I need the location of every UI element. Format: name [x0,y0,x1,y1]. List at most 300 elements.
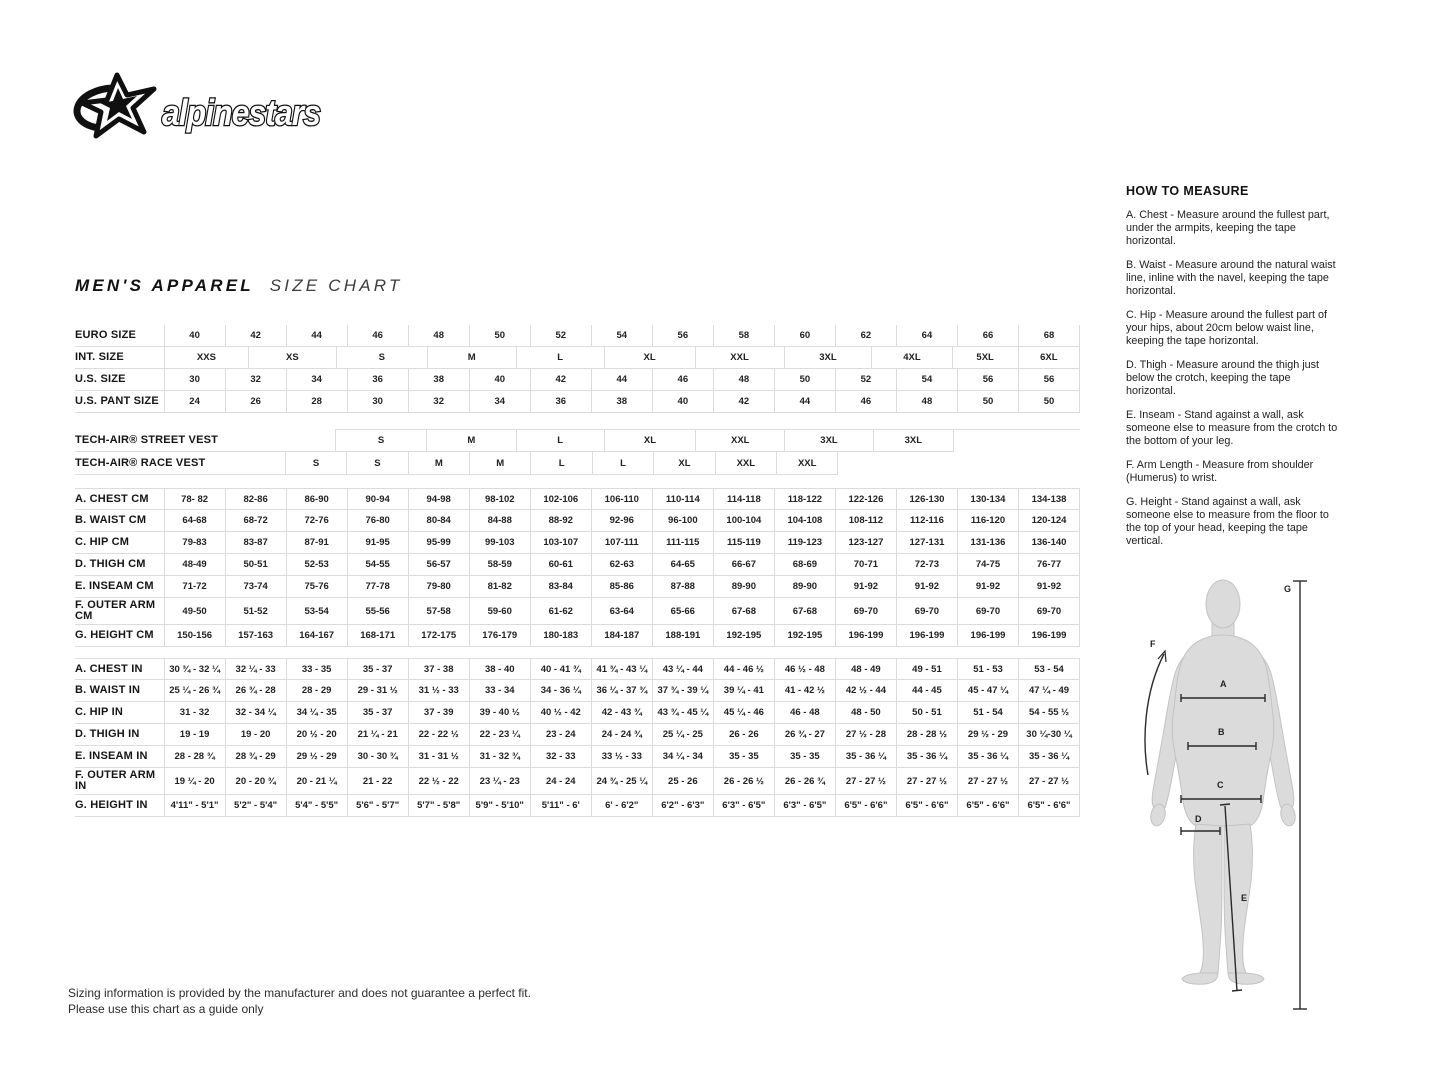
size-cell: 96-100 [652,510,713,532]
size-cell: 92-96 [591,510,652,532]
size-cell: 50-51 [225,554,286,576]
size-cell: 4'11" - 5'1" [164,795,225,817]
size-cell: S [285,452,346,475]
size-cell: 57-58 [408,598,469,625]
size-cell: 19 - 19 [164,724,225,746]
size-cell: 44 [774,391,835,413]
size-cell: 26 - 26 [713,724,774,746]
size-cell: 54 [591,325,652,347]
size-cell: 134-138 [1018,488,1080,510]
size-cell: 32 [225,369,286,391]
size-cell: 47 ¼ - 49 [1018,680,1080,702]
size-cell: 6'2" - 6'3" [652,795,713,817]
size-cell: XL [653,452,714,475]
size-cell: 94-98 [408,488,469,510]
row-label: B. WAIST CM [75,510,164,532]
size-cell: 39 - 40 ½ [469,702,530,724]
table-row-race [75,452,1080,475]
how-to-measure-panel [1126,184,1338,548]
table-row-thigh-cm [75,554,1080,576]
size-cell: 48 - 49 [835,658,896,680]
size-cell: 66 [957,325,1018,347]
size-cell: 26 [225,391,286,413]
table-row-thigh-in [75,724,1080,746]
size-cell: 31 - 31 ½ [408,746,469,768]
size-cell: 40 [469,369,530,391]
footer-line-1: Sizing information is provided by the manufacturer and does not guarantee a perfect fit. [68,986,531,1000]
size-cell: 67-68 [713,598,774,625]
size-cell: 24 ¾ - 25 ¼ [591,768,652,795]
size-cell: 33 ½ - 33 [591,746,652,768]
size-cell: 28 - 28 ½ [896,724,957,746]
size-cell: 77-78 [347,576,408,598]
row-label: G. HEIGHT CM [75,625,164,647]
diagram-label-height: G [1284,584,1292,594]
size-cell: XXL [695,347,784,369]
size-cell: 50 - 51 [896,702,957,724]
size-cell: 35 - 35 [774,746,835,768]
size-cell: 35 - 35 [713,746,774,768]
size-cell: 30 ¾ - 32 ¼ [164,658,225,680]
size-cell: L [516,347,604,369]
size-cell: 5'11" - 6' [530,795,591,817]
size-cell: 69-70 [896,598,957,625]
size-cell: 65-66 [652,598,713,625]
size-cell: 111-115 [652,532,713,554]
size-cell: 100-104 [713,510,774,532]
size-cell: 6XL [1018,347,1080,369]
size-cell: 172-175 [408,625,469,647]
size-cell: 59-60 [469,598,530,625]
size-cell: 81-82 [469,576,530,598]
size-cell: 6' - 6'2" [591,795,652,817]
size-cell: 27 - 27 ½ [1018,768,1080,795]
size-cell: 107-111 [591,532,652,554]
size-cell: 91-92 [957,576,1018,598]
size-cell: 68-69 [774,554,835,576]
size-cell: 6'3" - 6'5" [713,795,774,817]
size-cell: 30 [347,391,408,413]
size-cell: XL [604,429,695,452]
row-label: U.S. SIZE [75,369,164,391]
size-cell: 164-167 [286,625,347,647]
size-cell: 112-116 [896,510,957,532]
page-title-primary: MEN'S APPAREL [75,276,254,295]
size-cell: 40 - 41 ¾ [530,658,591,680]
size-cell: 26 ¾ - 27 [774,724,835,746]
size-cell: 54 [896,369,957,391]
size-cell: 36 ¼ - 37 ¾ [591,680,652,702]
measure-instruction-arm: F. Arm Length - Measure from shoulder (Humerus) to wrist. [1126,459,1314,484]
size-cell: 22 - 22 ½ [408,724,469,746]
size-cell: 64-68 [164,510,225,532]
row-label: INT. SIZE [75,347,164,369]
size-cell: 5'9" - 5'10" [469,795,530,817]
diagram-label-inseam: E [1241,893,1248,903]
diagram-label-chest: A [1220,679,1227,689]
size-cell: 37 - 38 [408,658,469,680]
size-cell: 37 - 39 [408,702,469,724]
size-cell: 34 [469,391,530,413]
size-cell: 26 ¾ - 28 [225,680,286,702]
size-cell: 157-163 [225,625,286,647]
row-label: U.S. PANT SIZE [75,391,164,413]
size-cell: 102-106 [530,488,591,510]
size-cell: 126-130 [896,488,957,510]
size-cell: 24 - 24 [530,768,591,795]
size-cell: 31 - 32 [164,702,225,724]
size-cell: 53 - 54 [1018,658,1080,680]
size-cell: S [336,347,427,369]
size-cell: 69-70 [835,598,896,625]
size-cell: 61-62 [530,598,591,625]
size-cell: 196-199 [1018,625,1080,647]
size-cell: 78- 82 [164,488,225,510]
size-cell: 44 [591,369,652,391]
size-cell: 85-86 [591,576,652,598]
size-cell: 19 ¼ - 20 [164,768,225,795]
size-cell: 62 [835,325,896,347]
row-label: TECH-AIR® STREET VEST [75,429,335,452]
size-cell: 46 [347,325,408,347]
size-cell: 38 [591,391,652,413]
size-cell: 89-90 [713,576,774,598]
size-cell: 66-67 [713,554,774,576]
size-cell: 30 - 30 ¾ [347,746,408,768]
size-cell: 29 ½ - 29 [286,746,347,768]
row-label: C. HIP CM [75,532,164,554]
size-cell: 3XL [784,347,872,369]
size-cell: 5'2" - 5'4" [225,795,286,817]
table-row-chest-in [75,658,1080,680]
size-cell: 35 - 37 [347,702,408,724]
size-cell: 56 [957,369,1018,391]
size-cell: L [592,452,653,475]
size-cell: 54 - 55 ½ [1018,702,1080,724]
size-cell: 5'4" - 5'5" [286,795,347,817]
size-cell: 192-195 [713,625,774,647]
size-cell: L [516,429,604,452]
size-cell: 5'7" - 5'8" [408,795,469,817]
diagram-label-arm: F [1150,639,1156,649]
size-cell: 39 ¼ - 41 [713,680,774,702]
size-cell: 24 [164,391,225,413]
measurement-diagram [1138,573,1343,1041]
size-cell: 69-70 [1018,598,1080,625]
table-row-street [75,429,1080,452]
table-row-int [75,347,1080,369]
size-cell: 33 - 35 [286,658,347,680]
size-cell: 36 [347,369,408,391]
size-cell: 56 [652,325,713,347]
size-cell: 64 [896,325,957,347]
size-cell: 54-55 [347,554,408,576]
size-cell: XXS [164,347,248,369]
footer-disclaimer [68,985,531,1017]
size-cell: 56-57 [408,554,469,576]
size-cell: 58 [713,325,774,347]
size-cell: 86-90 [286,488,347,510]
size-cell: 48-49 [164,554,225,576]
size-cell: 52-53 [286,554,347,576]
row-label: F. OUTER ARM IN [75,768,164,795]
row-label: TECH-AIR® RACE VEST [75,452,285,475]
size-cell: 31 ½ - 33 [408,680,469,702]
size-cell: 67-68 [774,598,835,625]
row-label: A. CHEST IN [75,658,164,680]
size-cell: 24 - 24 ¾ [591,724,652,746]
size-cell: 115-119 [713,532,774,554]
size-cell: 32 [408,391,469,413]
size-cell: 21 ¼ - 21 [347,724,408,746]
alpinestars-wordmark: alpinestars [162,92,320,133]
size-cell: 180-183 [530,625,591,647]
table-row-uspant [75,391,1080,413]
size-cell: 27 - 27 ½ [835,768,896,795]
size-cell: 32 ¼ - 33 [225,658,286,680]
size-cell: 38 - 40 [469,658,530,680]
size-cell: 80-84 [408,510,469,532]
table-row-arm-in [75,768,1080,795]
size-cell: 184-187 [591,625,652,647]
size-cell: 35 - 36 ¼ [835,746,896,768]
size-cell: 45 - 47 ¼ [957,680,1018,702]
size-cell: 42 [530,369,591,391]
size-cell: 150-156 [164,625,225,647]
size-cell: XS [248,347,336,369]
size-cell: 6'5" - 6'6" [896,795,957,817]
size-cell: 91-92 [896,576,957,598]
size-cell: 20 - 21 ¼ [286,768,347,795]
size-cell: 91-92 [835,576,896,598]
size-cell: 56 [1018,369,1080,391]
row-label: C. HIP IN [75,702,164,724]
size-cell: 71-72 [164,576,225,598]
table-row-chest-cm [75,488,1080,510]
size-cell: 43 ¾ - 45 ¼ [652,702,713,724]
size-cell: 35 - 37 [347,658,408,680]
size-cell: 49 - 51 [896,658,957,680]
size-cell: 90-94 [347,488,408,510]
size-cell: 69-70 [957,598,1018,625]
size-cell: 110-114 [652,488,713,510]
size-cell: 196-199 [896,625,957,647]
size-cell: 19 - 20 [225,724,286,746]
size-cell: 50 [774,369,835,391]
size-cell: 168-171 [347,625,408,647]
table-row-euro [75,325,1080,347]
alpinestars-star-icon [70,72,328,144]
table-row-waist-cm [75,510,1080,532]
size-cell: 114-118 [713,488,774,510]
row-label: EURO SIZE [75,325,164,347]
alpinestars-logo [70,72,328,144]
size-cell: 131-136 [957,532,1018,554]
size-cell: 53-54 [286,598,347,625]
table-row-inseam-in [75,746,1080,768]
size-cell: 30 ¼-30 ¼ [1018,724,1080,746]
size-cell: 88-92 [530,510,591,532]
size-cell: XXL [715,452,776,475]
size-cell: 6'3" - 6'5" [774,795,835,817]
size-cell: 48 [896,391,957,413]
size-cell: 108-112 [835,510,896,532]
size-cell: 35 - 36 ¼ [957,746,1018,768]
measure-instruction-hip: C. Hip - Measure around the fullest part of your hips, about 20cm below waist line, keeping the tape horizontal. [1126,309,1328,347]
size-cell: 104-108 [774,510,835,532]
size-cell: 76-77 [1018,554,1080,576]
size-cell: 99-103 [469,532,530,554]
diagram-label-thigh: D [1195,814,1202,824]
row-label: A. CHEST CM [75,488,164,510]
size-cell: 119-123 [774,532,835,554]
page-title-secondary: SIZE CHART [269,276,403,295]
size-cell: 20 ½ - 20 [286,724,347,746]
row-label: D. THIGH IN [75,724,164,746]
size-cell: 22 - 23 ¼ [469,724,530,746]
size-cell: 51-52 [225,598,286,625]
size-cell: 52 [835,369,896,391]
size-cell: 25 ¼ - 25 [652,724,713,746]
size-cell: 35 - 36 ¼ [1018,746,1080,768]
measure-instruction-inseam: E. Inseam - Stand against a wall, ask someone else to measure from the crotch to the bottom of your leg. [1126,409,1338,447]
size-cell: S [346,452,407,475]
size-cell: 62-63 [591,554,652,576]
size-cell: 76-80 [347,510,408,532]
empty-cell [954,429,1080,452]
size-cell: 25 - 26 [652,768,713,795]
size-cell: 51 - 54 [957,702,1018,724]
size-cell: 73-74 [225,576,286,598]
size-cell: 32 - 33 [530,746,591,768]
diagram-label-hip: C [1217,780,1224,790]
size-cell: 188-191 [652,625,713,647]
size-cell: 46 ½ - 48 [774,658,835,680]
size-cell: 46 [652,369,713,391]
table-row-hip-cm [75,532,1080,554]
size-cell: 6'5" - 6'6" [835,795,896,817]
size-cell: 84-88 [469,510,530,532]
size-cell: 127-131 [896,532,957,554]
size-cell: 20 - 20 ¾ [225,768,286,795]
size-cell: 50 [469,325,530,347]
size-cell: 3XL [873,429,954,452]
size-cell: 32 - 34 ¼ [225,702,286,724]
size-cell: 43 ¼ - 44 [652,658,713,680]
size-cell: 46 - 48 [774,702,835,724]
row-label: D. THIGH CM [75,554,164,576]
size-cell: 30 [164,369,225,391]
size-cell: 28 [286,391,347,413]
size-cell: 123-127 [835,532,896,554]
size-cell: 4XL [871,347,951,369]
size-cell: 79-83 [164,532,225,554]
size-cell: XXL [776,452,838,475]
size-cell: 38 [408,369,469,391]
table-row-arm-cm [75,598,1080,625]
row-label: E. INSEAM CM [75,576,164,598]
size-cell: 3XL [784,429,872,452]
size-cell: 79-80 [408,576,469,598]
size-cell: 87-88 [652,576,713,598]
size-cell: 44 - 46 ½ [713,658,774,680]
size-cell: 55-56 [347,598,408,625]
size-cell: 95-99 [408,532,469,554]
size-cell: 40 ½ - 42 [530,702,591,724]
page-title [75,276,403,296]
size-cell: 36 [530,391,591,413]
size-cell: 21 - 22 [347,768,408,795]
table-row-waist-in [75,680,1080,702]
size-cell: 130-134 [957,488,1018,510]
size-cell: 70-71 [835,554,896,576]
empty-cell [838,452,1080,475]
table-row-hip-in [75,702,1080,724]
size-cell: 5XL [952,347,1018,369]
size-cell: 44 [286,325,347,347]
size-cell: 91-95 [347,532,408,554]
table-row-height-in [75,795,1080,817]
size-cell: 42 ½ - 44 [835,680,896,702]
size-cell: 51 - 53 [957,658,1018,680]
size-cell: 31 - 32 ¾ [469,746,530,768]
size-cell: 28 - 28 ¾ [164,746,225,768]
size-cell: 87-91 [286,532,347,554]
size-cell: 192-195 [774,625,835,647]
size-cell: 33 - 34 [469,680,530,702]
row-label: B. WAIST IN [75,680,164,702]
size-cell: 46 [835,391,896,413]
diagram-label-waist: B [1218,727,1225,737]
size-cell: 5'6" - 5'7" [347,795,408,817]
size-cell: 42 [713,391,774,413]
size-cell: 106-110 [591,488,652,510]
size-cell: 103-107 [530,532,591,554]
size-cell: 28 - 29 [286,680,347,702]
size-cell: M [426,429,515,452]
size-cell: 64-65 [652,554,713,576]
size-cell: 50 [957,391,1018,413]
size-cell: 60 [774,325,835,347]
row-label: G. HEIGHT IN [75,795,164,817]
size-cell: S [335,429,426,452]
measure-instruction-height: G. Height - Stand against a wall, ask someone else to measure from the floor to the top of your head, keeping the tape vertical. [1126,496,1329,547]
size-cell: 122-126 [835,488,896,510]
size-cell: 63-64 [591,598,652,625]
size-cell: 37 ¾ - 39 ¼ [652,680,713,702]
size-cell: 23 ¼ - 23 [469,768,530,795]
size-cell: 29 ½ - 29 [957,724,1018,746]
size-cell: 72-76 [286,510,347,532]
size-cell: 118-122 [774,488,835,510]
row-label: E. INSEAM IN [75,746,164,768]
size-cell: 60-61 [530,554,591,576]
size-cell: 41 ¾ - 43 ¼ [591,658,652,680]
measure-instruction-thigh: D. Thigh - Measure around the thigh just below the crotch, keeping the tape horizontal. [1126,359,1320,397]
size-cell: 72-73 [896,554,957,576]
size-cell: 74-75 [957,554,1018,576]
table-row-height-cm [75,625,1080,647]
size-cell: 35 - 36 ¼ [896,746,957,768]
size-cell: 136-140 [1018,532,1080,554]
size-cell: 45 ¼ - 46 [713,702,774,724]
size-cell: 48 [408,325,469,347]
table-row-us [75,369,1080,391]
size-cell: 44 - 45 [896,680,957,702]
size-table [75,325,1080,817]
size-cell: XL [604,347,695,369]
size-cell: 52 [530,325,591,347]
